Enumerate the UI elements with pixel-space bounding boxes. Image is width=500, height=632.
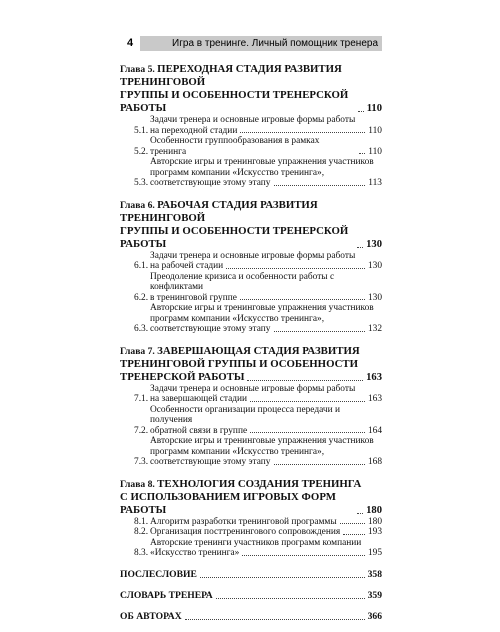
- dot-leader: [274, 185, 366, 186]
- toc-back-matter: [120, 611, 382, 623]
- section-body: [150, 405, 382, 437]
- chapter-title-text: [120, 345, 360, 358]
- section-page-number: 193: [367, 527, 382, 537]
- section-body: [150, 136, 382, 157]
- section-body: [150, 384, 382, 405]
- toc-section: [120, 527, 382, 538]
- section-body: [150, 272, 382, 304]
- chapter-page-number: 163: [366, 371, 382, 383]
- dot-leader: [226, 268, 365, 269]
- section-title: программ компании «Искусство тренинга»,: [150, 313, 325, 324]
- section-title: Задачи тренера и основные игровые формы работы: [150, 383, 356, 394]
- section-page-number: 195: [367, 548, 382, 558]
- toc-section: [120, 405, 382, 437]
- toc-chapter: [120, 478, 382, 559]
- section-title-line: [150, 517, 382, 528]
- section-title: Авторские игры и тренинговые упражнения участников: [150, 157, 374, 167]
- section-body: [150, 517, 382, 528]
- section-title-line: [150, 527, 382, 538]
- section-title-line: [150, 436, 382, 447]
- section-title-line: [150, 314, 382, 325]
- chapter-title-text: [120, 225, 354, 251]
- section-page-number: 180: [367, 516, 382, 527]
- chapter-title-line: [120, 478, 382, 491]
- chapter-label: Глава 6.: [120, 199, 158, 211]
- section-number: 8.1.: [134, 516, 149, 527]
- back-matter-page-number: 359: [367, 589, 382, 601]
- dot-leader: [240, 299, 365, 300]
- section-title-line: [150, 157, 382, 168]
- section-page-number: 130: [367, 292, 382, 303]
- chapter-label: Глава 7.: [120, 345, 158, 357]
- dot-leader: [343, 534, 365, 535]
- toc-back-matter: [120, 590, 382, 602]
- chapter-title-line: [120, 89, 382, 115]
- chapter-title: ГРУППЫ И ОСОБЕННОСТИ ТРЕНЕРСКОЙ РАБОТЫ: [120, 224, 349, 250]
- toc-section: [120, 436, 382, 468]
- section-title-line: [150, 261, 382, 272]
- back-matter-page-number: 358: [367, 568, 382, 580]
- section-number: 5.2.: [134, 146, 149, 157]
- chapter-title-text: [120, 199, 382, 225]
- section-page-number: 168: [367, 457, 382, 467]
- chapter-title-text: [120, 89, 355, 115]
- table-of-contents: [120, 63, 382, 632]
- chapter-page-number: 130: [366, 238, 382, 250]
- chapter-title-line: [120, 225, 382, 251]
- toc-section: [120, 115, 382, 136]
- chapter-title-text: [120, 358, 358, 371]
- section-title-line: [150, 384, 382, 395]
- chapter-title-line: [120, 371, 382, 384]
- chapter-title: ТРЕНЕРСКОЙ РАБОТЫ: [120, 370, 245, 383]
- section-title-line: [150, 168, 382, 179]
- chapter-title-text: [120, 371, 244, 384]
- section-title: обратной связи в группе: [150, 425, 248, 436]
- section-title: Особенности группообразования в рамках тренинга: [150, 136, 320, 157]
- section-title: Авторские тренинги участников программ компании: [150, 537, 362, 548]
- chapter-title-line: [120, 199, 382, 225]
- section-title-line: [150, 303, 382, 314]
- section-page-number: 132: [367, 324, 382, 334]
- section-page-number: 163: [367, 394, 382, 404]
- section-title-line: [150, 272, 382, 293]
- section-title: «Искусство тренинга»: [150, 548, 240, 558]
- section-body: [150, 251, 382, 272]
- toc-section: [120, 136, 382, 157]
- back-matter-title: СЛОВАРЬ ТРЕНЕРА: [120, 589, 213, 601]
- section-number: 6.3.: [134, 324, 149, 334]
- section-page-number: 113: [368, 178, 382, 188]
- section-title-line: [150, 538, 382, 549]
- section-title: соответствующие этому этапу: [150, 457, 271, 467]
- section-number: 6.1.: [134, 261, 149, 271]
- section-number: 8.3.: [134, 548, 149, 558]
- dot-leader: [185, 619, 365, 620]
- section-body: [150, 436, 382, 468]
- toc-chapter: [120, 345, 382, 468]
- section-page-number: 110: [368, 125, 382, 136]
- section-title-line: [150, 115, 382, 126]
- section-number: 6.2.: [134, 292, 149, 303]
- chapter-title: ТРЕНИНГОВОЙ ГРУППЫ И ОСОБЕННОСТИ: [120, 357, 358, 370]
- chapter-title-text: [120, 63, 382, 89]
- toc-section: [120, 384, 382, 405]
- section-page-number: 164: [367, 425, 382, 436]
- chapter-title: С ИСПОЛЬЗОВАНИЕМ ИГРОВЫХ ФОРМ РАБОТЫ: [120, 490, 336, 516]
- chapter-title-line: [120, 358, 382, 371]
- chapter-title-line: [120, 491, 382, 517]
- section-title: соответствующие этому этапу: [150, 324, 271, 334]
- toc-back-matter: [120, 569, 382, 581]
- section-number: 8.2.: [134, 527, 149, 537]
- section-title: Авторские игры и тренинговые упражнения участников: [150, 436, 374, 446]
- back-matter-page-number: 366: [367, 610, 382, 622]
- section-title: на переходной стадии: [150, 125, 238, 136]
- section-title-line: [150, 136, 382, 157]
- section-title: в тренинговой группе: [150, 292, 237, 303]
- section-number: 5.1.: [134, 125, 149, 136]
- section-number: 7.1.: [134, 394, 149, 404]
- toc-section: [120, 157, 382, 189]
- section-number: 5.3.: [134, 178, 149, 188]
- section-page-number: 130: [367, 261, 382, 271]
- toc-section: [120, 517, 382, 528]
- chapter-page-number: 180: [366, 504, 382, 516]
- dot-leader: [357, 513, 363, 514]
- running-title: Игра в тренинге. Личный помощник тренера: [172, 38, 378, 49]
- dot-leader: [340, 523, 365, 524]
- section-title-line: [150, 126, 382, 137]
- dot-leader: [357, 247, 363, 248]
- chapter-title-line: [120, 63, 382, 89]
- dot-leader: [240, 132, 365, 133]
- dot-leader: [242, 555, 365, 556]
- section-title: на завершающей стадии: [150, 394, 248, 404]
- toc-section: [120, 303, 382, 335]
- section-number: 7.2.: [134, 425, 149, 436]
- section-title: Организация посттренингового сопровождения: [150, 527, 341, 537]
- section-body: [150, 527, 382, 538]
- section-page-number: 110: [368, 146, 382, 157]
- dot-leader: [358, 111, 364, 112]
- chapter-title-text: [120, 491, 354, 517]
- section-title: программ компании «Искусство тренинга»,: [150, 446, 325, 457]
- section-title: соответствующие этому этапу: [150, 178, 271, 188]
- dot-leader: [250, 432, 365, 433]
- section-title: Преодоление кризиса и особенности работы с конфликтами: [150, 271, 335, 292]
- section-title: программ компании «Искусство тренинга»,: [150, 167, 325, 178]
- section-title-line: [150, 293, 382, 304]
- section-title: Авторские игры и тренинговые упражнения участников: [150, 303, 374, 313]
- dot-leader: [200, 577, 365, 578]
- back-matter-title: ПОСЛЕСЛОВИЕ: [120, 568, 197, 580]
- section-title: на рабочей стадии: [150, 261, 224, 271]
- dot-leader: [274, 331, 365, 332]
- dot-leader: [247, 380, 363, 381]
- page-header: [120, 36, 382, 51]
- chapter-label: Глава 8.: [120, 478, 158, 490]
- section-title-line: [150, 447, 382, 458]
- chapter-title: ЗАВЕРШАЮЩАЯ СТАДИЯ РАЗВИТИЯ: [157, 344, 360, 357]
- chapter-title: ТЕХНОЛОГИЯ СОЗДАНИЯ ТРЕНИНГА: [157, 477, 362, 490]
- section-title-line: [150, 548, 382, 559]
- toc-section: [120, 538, 382, 559]
- back-matter-title: ОБ АВТОРАХ: [120, 610, 182, 622]
- chapter-title-text: [120, 478, 361, 491]
- section-title-line: [150, 178, 382, 189]
- section-title: Задачи тренера и основные игровые формы работы: [150, 115, 356, 125]
- section-title-line: [150, 324, 382, 335]
- toc-section: [120, 251, 382, 272]
- section-title: Алгоритм разработки тренинговой программы: [150, 516, 337, 527]
- section-title-line: [150, 394, 382, 405]
- section-title: Задачи тренера и основные игровые формы работы: [150, 250, 356, 261]
- dot-leader: [250, 401, 365, 402]
- chapter-page-number: 110: [366, 103, 382, 114]
- section-number: 7.3.: [134, 457, 149, 467]
- section-title-line: [150, 457, 382, 468]
- section-body: [150, 157, 382, 189]
- chapter-title: ПЕРЕХОДНАЯ СТАДИЯ РАЗВИТИЯ ТРЕНИНГОВОЙ: [120, 63, 342, 88]
- dot-leader: [216, 598, 365, 599]
- section-title-line: [150, 405, 382, 426]
- section-title-line: [150, 426, 382, 437]
- dot-leader: [274, 464, 365, 465]
- chapter-label: Глава 5.: [120, 64, 158, 75]
- chapter-title: РАБОЧАЯ СТАДИЯ РАЗВИТИЯ ТРЕНИНГОВОЙ: [120, 198, 318, 224]
- toc-chapter: [120, 63, 382, 189]
- chapter-title: ГРУППЫ И ОСОБЕННОСТИ ТРЕНЕРСКОЙ РАБОТЫ: [120, 89, 349, 114]
- section-body: [150, 303, 382, 335]
- dot-leader: [359, 153, 365, 154]
- toc-chapter: [120, 199, 382, 335]
- page-number: 4: [120, 36, 140, 51]
- section-body: [150, 538, 382, 559]
- section-title: Особенности организации процесса передачи и получения: [150, 404, 340, 425]
- section-title-line: [150, 251, 382, 262]
- section-body: [150, 115, 382, 136]
- toc-section: [120, 272, 382, 304]
- chapter-title-line: [120, 345, 382, 358]
